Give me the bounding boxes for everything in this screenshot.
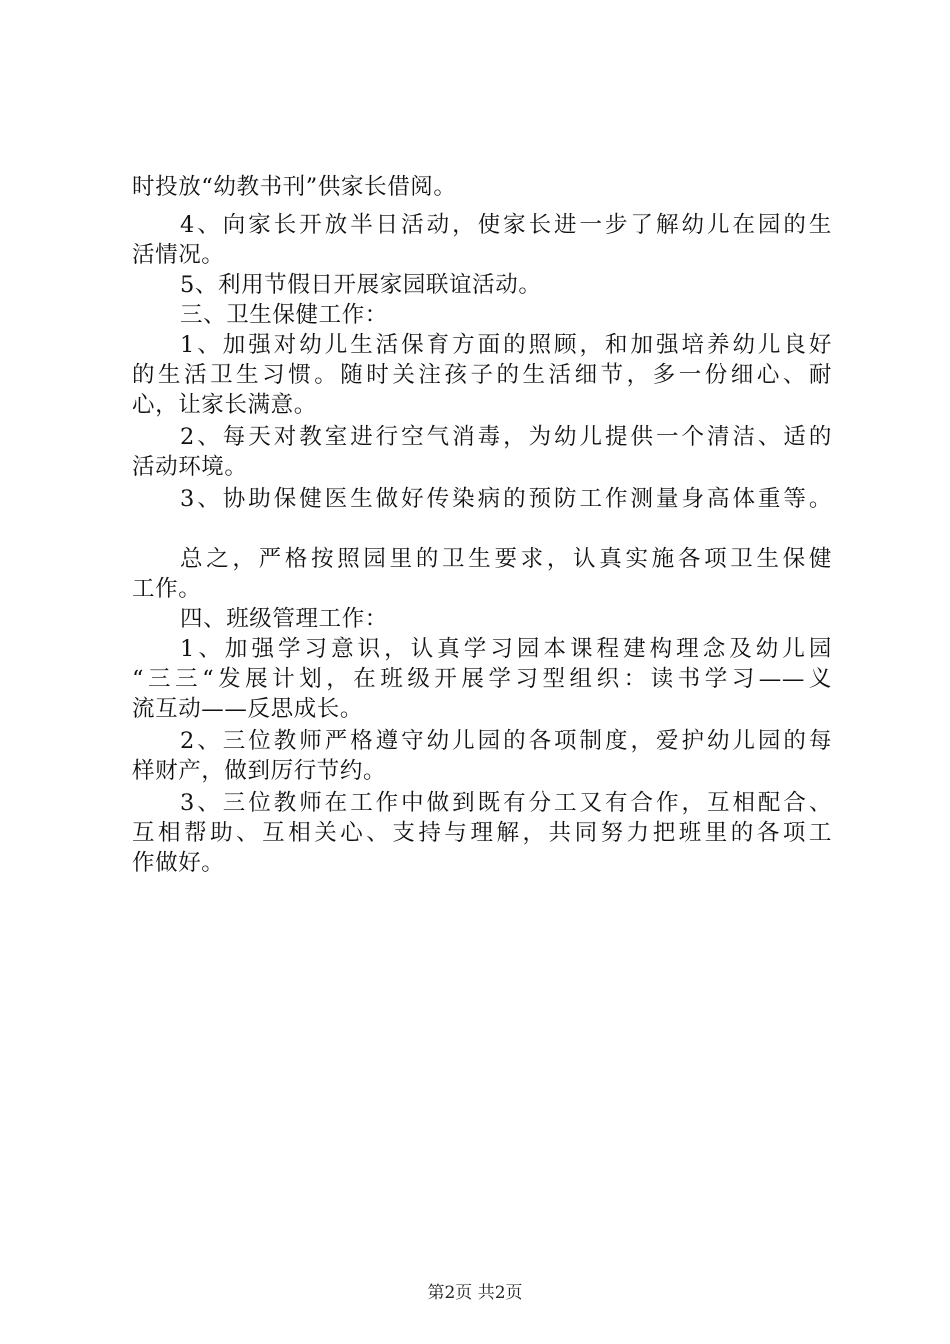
text-line: 4、向家长开放半日活动，使家长进一步了解幼儿在园的生 bbox=[180, 212, 832, 238]
text-line: 5、利用节假日开展家园联谊活动。 bbox=[180, 272, 542, 298]
text-line: 3、三位教师在工作中做到既有分工又有合作，互相配合、 bbox=[180, 790, 832, 816]
section-heading: 三、卫生保健工作： bbox=[180, 302, 388, 328]
text-line: 2、三位教师严格遵守幼儿园的各项制度，爱护幼儿园的每 bbox=[180, 728, 832, 754]
text-line: 2、每天对教室进行空气消毒，为幼儿提供一个清洁、适的 bbox=[180, 424, 832, 450]
text-line: 总之，严格按照园里的卫生要求，认真实施各项卫生保健 bbox=[180, 546, 832, 572]
text-line: 3、协助保健医生做好传染病的预防工作测量身高体重等。 bbox=[180, 486, 832, 512]
text-line: 心，让家长满意。 bbox=[132, 392, 317, 418]
text-line: 的生活卫生习惯。随时关注孩子的生活细节，多一份细心、耐 bbox=[132, 362, 832, 388]
section-heading: 四、班级管理工作： bbox=[180, 606, 388, 632]
text-line: “三三“发展计划，在班级开展学习型组织：读书学习——义 bbox=[132, 666, 832, 692]
text-line: 工作。 bbox=[132, 576, 202, 602]
text-line: 1、加强学习意识，认真学习园本课程建构理念及幼儿园 bbox=[180, 636, 832, 662]
text-line: 作做好。 bbox=[132, 850, 225, 876]
text-line: 流互动——反思成长。 bbox=[132, 696, 364, 722]
page-number: 第2页 共2页 bbox=[427, 1283, 523, 1303]
text-line: 互相帮助、互相关心、支持与理解，共同努力把班里的各项工 bbox=[132, 820, 832, 846]
text-line: 样财产，做到厉行节约。 bbox=[132, 758, 387, 784]
text-line: 1、加强对幼儿生活保育方面的照顾，和加强培养幼儿良好 bbox=[180, 332, 832, 358]
text-line: 活情况。 bbox=[132, 242, 225, 268]
text-line: 活动环境。 bbox=[132, 454, 248, 480]
text-line: 时投放“幼教书刊”供家长借阅。 bbox=[132, 174, 457, 200]
